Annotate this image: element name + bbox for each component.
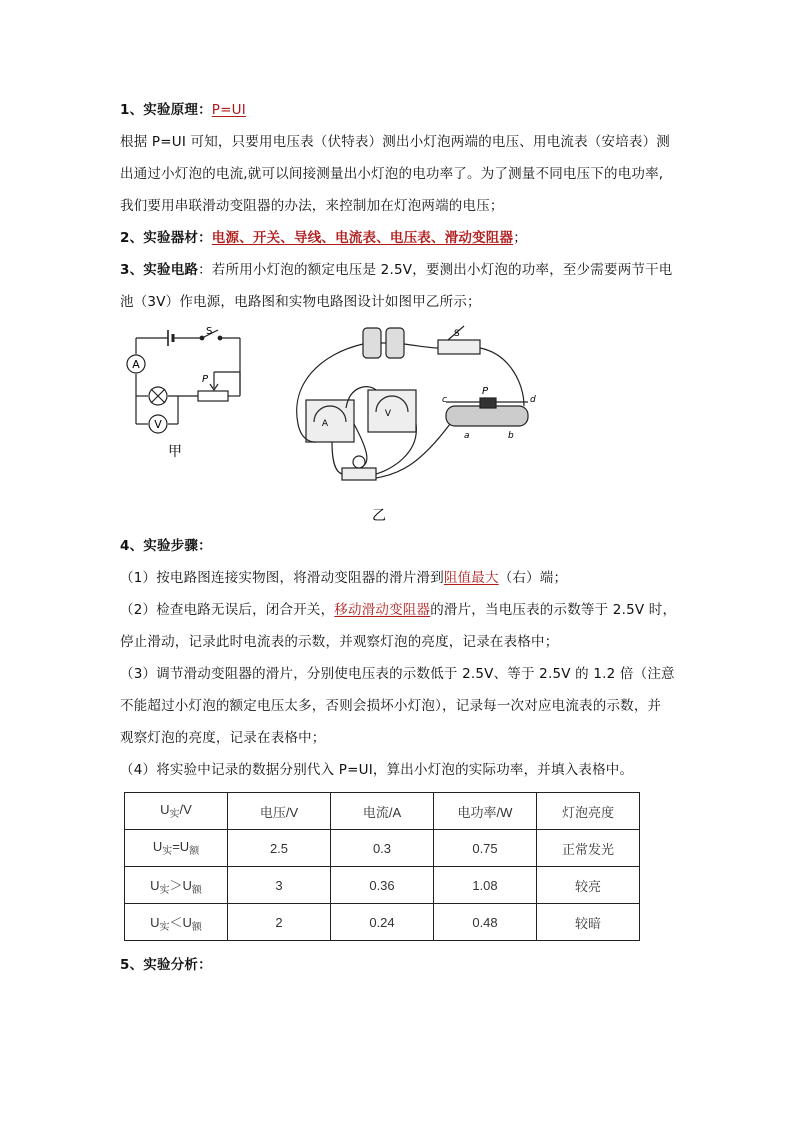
switch-label: S [206,326,213,337]
table-row [125,830,640,867]
schematic-diagram-jia [127,330,240,433]
rheostat-coil [446,406,528,426]
section-3-circuit [120,260,680,280]
table-header-cell: 电流/A [331,793,434,830]
step-3-line-2: 不能超过小灯泡的额定电压太多，否则会损坏小灯泡），记录每一次对应电流表的示数，并 [120,698,662,714]
figure-label-yi: 乙 [372,508,386,524]
table-cell: 3 [228,867,331,904]
table-cell: 1.08 [434,867,537,904]
step-2-continued: 的滑片，当电压表的示数等于 2.5V 时， [430,602,677,618]
table-cell: 0.48 [434,904,537,941]
physical-circuit-yi [297,326,528,480]
step-4: （4）将实验中记录的数据分别代入 P=UI，算出小灯泡的实际功率，并填入表格中。 [120,762,634,778]
step-1-end: （右）端； [498,570,568,586]
table-header-row [125,793,640,830]
table-cell: 0.75 [434,830,537,867]
paragraph-line: 根据 P=UI 可知，只要用电压表（伏特表）测出小灯泡两端的电压、用电流表（安培表）测 [120,134,670,150]
table-cell-condition: $U_实<U_额$ [125,904,228,941]
paragraph-line: 池（3V）作电源，电路图和实物电路图设计如图甲乙所示； [120,294,481,310]
section-1-principle [120,100,680,120]
physical-slider-label: P [482,386,489,397]
section-4-title: 4、实验步骤： [120,538,212,554]
terminal-c-label: c [442,395,447,405]
section-2-heading: 2、实验器材： [120,230,212,246]
switch-board [438,340,480,354]
table-cell: 正常发光 [537,830,640,867]
rheostat-slider [480,398,496,408]
meter-v-label: V [154,418,162,431]
table-cell-condition: $U_实>U_额$ [125,867,228,904]
results-table [124,792,640,941]
physical-switch-label: S [454,329,460,339]
section-1-heading: 1、实验原理： [120,102,212,118]
circuit-illustration [120,324,680,524]
step-3-line-3: 观察灯泡的亮度，记录在表格中； [120,730,326,746]
table-cell: 较亮 [537,867,640,904]
table-header-cell: 电压/V [228,793,331,830]
slider-label: P [202,374,209,385]
punctuation: ； [513,230,527,246]
table-cell: 0.24 [331,904,434,941]
terminal-d-label: d [530,395,536,405]
section-4-heading [120,536,680,556]
step-3: （3）调节滑动变阻器的滑片，分别使电压表的示数低于 2.5V、等于 2.5V 的 1.2 倍（注意 [120,666,675,682]
formula-pui: P=UI [211,102,246,118]
step-1 [120,568,680,588]
step-2-text: （2）检查电路无误后，闭合开关， [120,602,335,618]
document-body [120,100,680,987]
equipment-list: 电源、开关、导线、电流表、电压表、滑动变阻器 [211,230,514,246]
table-cell: 0.36 [331,867,434,904]
section-5-title: 5、实验分析： [120,957,212,973]
rheostat-symbol [198,391,228,401]
table-row [125,867,640,904]
paragraph-line: 出通过小灯泡的电流,就可以间接测量出小灯泡的电功率了。为了测量不同电压下的电功率, [120,166,664,182]
table-header-cell: $U_实/V$ [125,793,228,830]
table-row [125,904,640,941]
step-1-highlight: 阻值最大 [443,570,499,586]
section-2-equipment [120,228,680,248]
table-cell: 0.3 [331,830,434,867]
step-1-text: （1）按电路图连接实物图，将滑动变阻器的滑片滑到 [120,570,444,586]
bulb-base [342,468,376,480]
step-2-line-2: 停止滑动，记录此时电流表的示数，并观察灯泡的亮度，记录在表格中； [120,634,559,650]
physical-meter-v-label: V [384,409,392,419]
figure-label-jia: 甲 [168,444,182,460]
step-2-highlight: 移动滑动变阻器 [334,602,431,618]
paragraph-line: 我们要用串联滑动变阻器的办法，来控制加在灯泡两端的电压； [120,198,504,214]
section-3-text: ：若所用小灯泡的额定电压是 2.5V，要测出小灯泡的功率，至少需要两节干电 [198,262,673,278]
physical-meter-a-label: A [321,419,329,429]
table-cell: 2.5 [228,830,331,867]
section-3-heading: 3、实验电路 [120,262,199,278]
battery-cell-1 [363,328,381,358]
table-cell-condition: $U_实=U_额$ [125,830,228,867]
terminal-b-label: b [508,431,514,441]
battery-cell-2 [386,328,404,358]
step-2 [120,600,680,620]
circuit-figures [120,324,680,524]
table-header-cell: 灯泡亮度 [537,793,640,830]
terminal-a-label: a [464,431,470,441]
table-cell: 较暗 [537,904,640,941]
meter-a-label: A [132,358,140,371]
table-header-cell: 电功率/W [434,793,537,830]
section-5-heading [120,955,680,975]
table-cell: 2 [228,904,331,941]
